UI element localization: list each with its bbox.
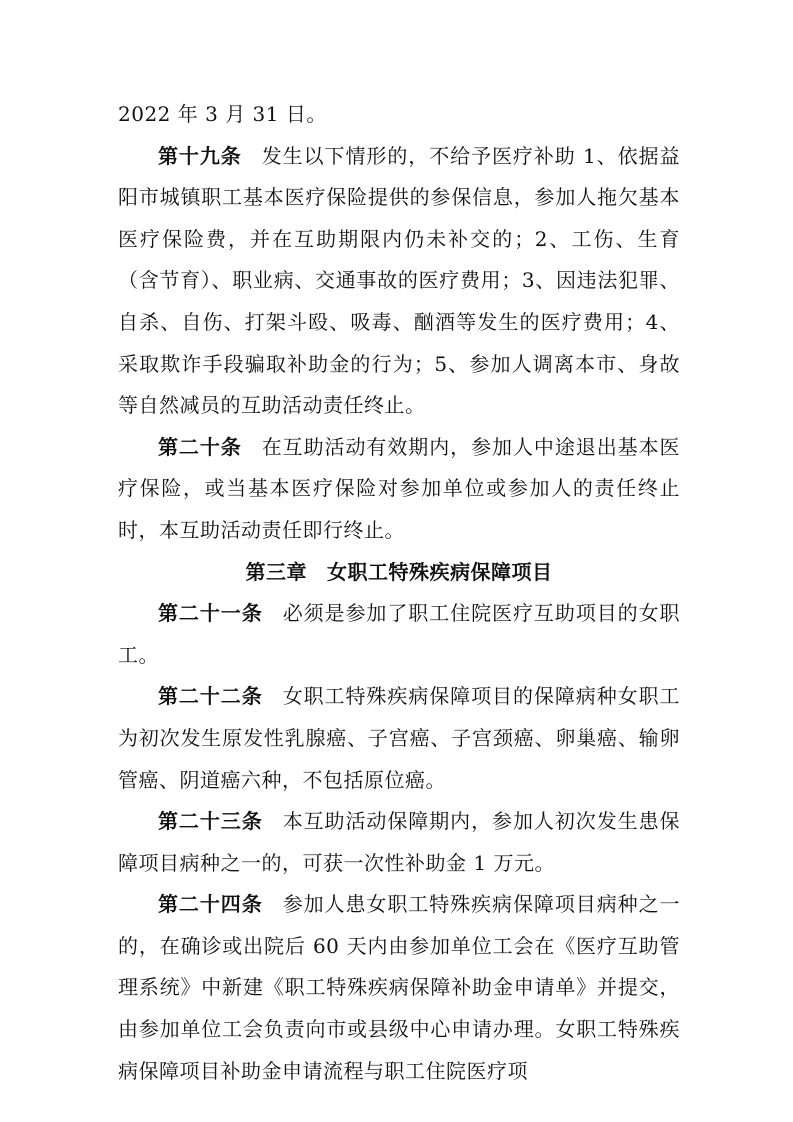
article-text: 本互助活动保障期内，参加人初次发生患保障项目病种之一的，可获一次性补助金 1 万元。 bbox=[118, 809, 681, 875]
article-number: 第二十一条 bbox=[158, 601, 263, 626]
article-number: 第二十三条 bbox=[158, 809, 263, 834]
article-text: 在互助活动有效期内，参加人中途退出基本医疗保险，或当基本医疗保险对参加单位或参加人的责任终止时，本互助活动责任即行终止。 bbox=[118, 434, 681, 542]
continuation-text: 2022 年 3 月 31 日。 bbox=[118, 102, 327, 126]
article-number: 第二十二条 bbox=[158, 684, 263, 709]
article-21 bbox=[118, 593, 680, 676]
article-23 bbox=[118, 801, 680, 884]
article-number: 第二十条 bbox=[158, 434, 242, 459]
chapter-title: 女职工特殊疾病保障项目 bbox=[327, 559, 553, 584]
article-number: 第十九条 bbox=[158, 143, 242, 168]
article-22 bbox=[118, 676, 680, 801]
article-20 bbox=[118, 427, 680, 552]
document-page bbox=[118, 94, 680, 1092]
article-text: 必须是参加了职工住院医疗互助项目的女职工。 bbox=[118, 601, 681, 667]
article-text: 发生以下情形的，不给予医疗补助 1、依据益阳市城镇职工基本医疗保险提供的参保信息，参加人拖欠基本医疗保险费，并在互助期限内仍未补交的；2、工伤、生育（含节育）、职业病、交通事故的医疗费用；3、因违法犯罪、自杀、自伤、打架斗殴、吸毒、酗酒等发生的医疗费用；4、采取欺诈手段骗取补助金的行为；5、参加人调离本市、身故等自然减员的互助活动责任终止。 bbox=[118, 143, 680, 418]
article-19 bbox=[118, 136, 680, 427]
chapter-number: 第三章 bbox=[245, 559, 307, 584]
continuation-paragraph bbox=[118, 94, 680, 136]
article-text: 女职工特殊疾病保障项目的保障病种女职工为初次发生原发性乳腺癌、子宫癌、子宫颈癌、卵巢癌、输卵管癌、阴道癌六种，不包括原位癌。 bbox=[118, 684, 681, 792]
chapter-heading bbox=[118, 552, 680, 594]
article-text: 参加人患女职工特殊疾病保障项目病种之一的，在确诊或出院后 60 天内由参加单位工会在《医疗互助管理系统》中新建《职工特殊疾病保障补助金申请单》并提交，由参加单位工会负责向市或县级中心申请办理。女职工特殊疾病保障项目补助金申请流程与职工住院医疗项 bbox=[118, 892, 681, 1083]
article-number: 第二十四条 bbox=[158, 892, 263, 917]
article-24 bbox=[118, 884, 680, 1092]
